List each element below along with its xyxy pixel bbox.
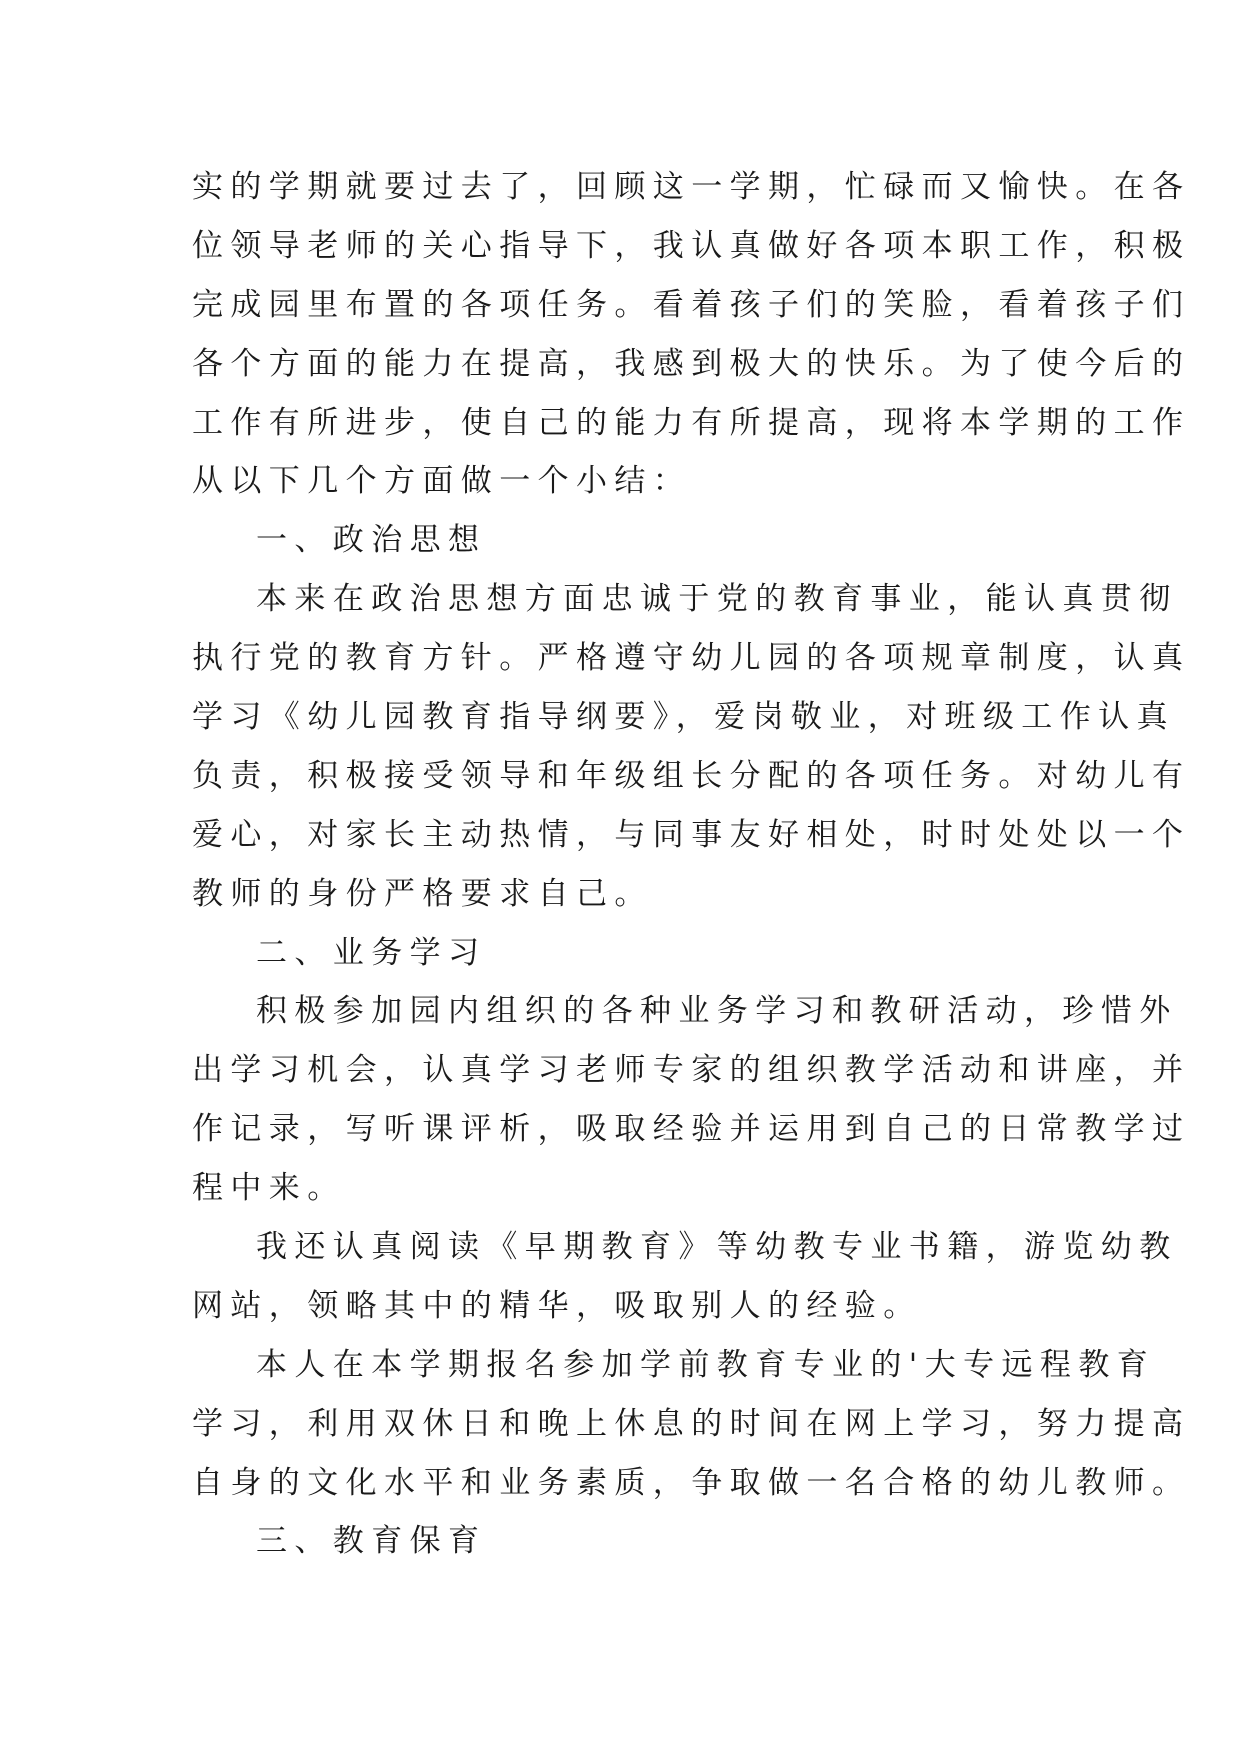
paragraph-line: 从以下几个方面做一个小结： bbox=[192, 463, 692, 500]
paragraph-line: 作记录，写听课评析，吸取经验并运用到自己的日常教学过 bbox=[192, 1111, 1191, 1148]
paragraph-line: 学习《幼儿园教育指导纲要》，爱岗敬业，对班级工作认真 bbox=[192, 699, 1175, 736]
section-heading-professional-study: 二、业务学习 bbox=[256, 934, 487, 971]
paragraph-line: 位领导老师的关心指导下，我认真做好各项本职工作，积极 bbox=[192, 227, 1191, 264]
paragraph-line: 本来在政治思想方面忠诚于党的教育事业，能认真贯彻 bbox=[256, 581, 1178, 618]
paragraph-line: 学习，利用双休日和晚上休息的时间在网上学习，努力提高 bbox=[192, 1405, 1191, 1442]
paragraph-line: 完成园里布置的各项任务。看着孩子们的笑脸，看着孩子们 bbox=[192, 286, 1191, 323]
paragraph-line: 工作有所进步，使自己的能力有所提高，现将本学期的工作 bbox=[192, 404, 1191, 441]
paragraph-line: 自身的文化水平和业务素质，争取做一名合格的幼儿教师。 bbox=[192, 1464, 1191, 1501]
paragraph-line: 实的学期就要过去了，回顾这一学期，忙碌而又愉快。在各 bbox=[192, 169, 1191, 205]
paragraph-line: 教师的身份严格要求自己。 bbox=[192, 875, 653, 912]
paragraph-line: 执行党的教育方针。严格遵守幼儿园的各项规章制度，认真 bbox=[192, 640, 1191, 677]
paragraph-line: 出学习机会，认真学习老师专家的组织教学活动和讲座，并 bbox=[192, 1052, 1191, 1089]
paragraph-line: 各个方面的能力在提高，我感到极大的快乐。为了使今后的 bbox=[192, 345, 1191, 382]
paragraph-line: 负责，积极接受领导和年级组长分配的各项任务。对幼儿有 bbox=[192, 757, 1191, 794]
paragraph-line: 积极参加园内组织的各种业务学习和教研活动，珍惜外 bbox=[256, 993, 1178, 1030]
paragraph-line: 我还认真阅读《早期教育》等幼教专业书籍，游览幼教 bbox=[256, 1229, 1178, 1266]
paragraph-line: 程中来。 bbox=[192, 1170, 346, 1207]
section-heading-education-care: 三、教育保育 bbox=[256, 1523, 487, 1560]
document-body bbox=[192, 158, 1191, 1571]
paragraph-line: 网站，领略其中的精华，吸取别人的经验。 bbox=[192, 1287, 922, 1324]
paragraph-line: 本人在本学期报名参加学前教育专业的'大专远程教育 bbox=[256, 1346, 1156, 1383]
paragraph-line: 爱心，对家长主动热情，与同事友好相处，时时处处以一个 bbox=[192, 816, 1191, 853]
section-heading-political-thought: 一、政治思想 bbox=[256, 522, 487, 559]
